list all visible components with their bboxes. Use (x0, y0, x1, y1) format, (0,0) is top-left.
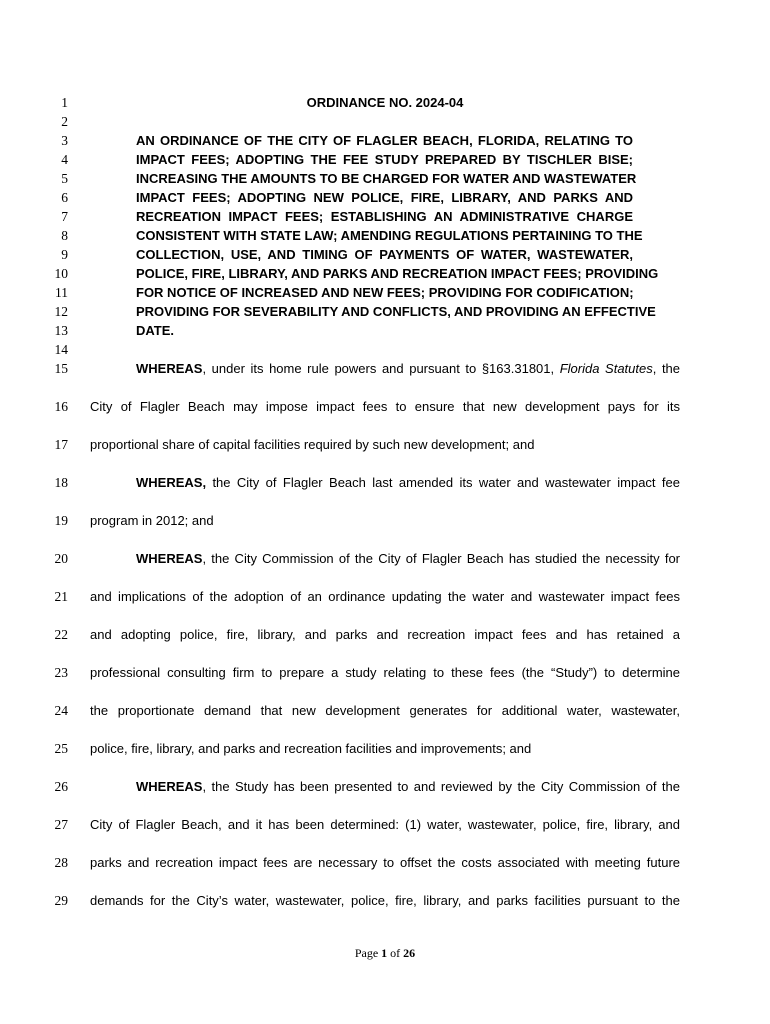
whereas-label: WHEREAS (136, 779, 203, 794)
body-line: City of Flagler Beach may impose impact fees to ensure that new development pays for its (90, 399, 680, 414)
body-line: and implications of the adoption of an ordinance updating the water and wastewater impact fees (90, 589, 680, 604)
line-number: 13 (54, 323, 68, 338)
body-line: proportional share of capital facilities required by such new development; and (90, 437, 535, 452)
heading-line: PROVIDING FOR SEVERABILITY AND CONFLICTS, AND PROVIDING AN EFFECTIVE (136, 304, 656, 319)
line-number: 19 (54, 513, 68, 528)
heading-line: DATE. (136, 323, 175, 338)
line-number: 14 (54, 342, 68, 357)
page-number: 1 (381, 946, 388, 960)
line-number: 18 (54, 475, 68, 490)
ordinance-title: ORDINANCE NO. 2024-04 (306, 95, 464, 110)
line-number: 23 (54, 665, 68, 680)
line-number: 29 (54, 893, 68, 908)
heading-line: POLICE, FIRE, LIBRARY, AND PARKS AND RECREATION IMPACT FEES; PROVIDING (136, 266, 659, 281)
line-number: 25 (54, 741, 68, 756)
body-line: professional consulting firm to prepare a study relating to these fees (the “Study”) to determine (90, 665, 680, 680)
body-line: program in 2012; and (90, 513, 214, 528)
line-number: 28 (54, 855, 68, 870)
body-line: police, fire, library, and parks and recreation facilities and improvements; and (90, 741, 532, 756)
line-number: 8 (61, 228, 68, 243)
body-line: City of Flagler Beach, and it has been determined: (1) water, wastewater, police, fire, library, and (90, 817, 680, 832)
line-number: 10 (54, 266, 68, 281)
heading-line: CONSISTENT WITH STATE LAW; AMENDING REGULATIONS PERTAINING TO THE (136, 228, 643, 243)
line-number: 4 (61, 152, 68, 167)
body-line: parks and recreation impact fees are necessary to offset the costs associated with meeting future (90, 855, 680, 870)
line-number: 21 (54, 589, 68, 604)
body-line: WHEREAS, the City of Flagler Beach last amended its water and wastewater impact fee (136, 475, 680, 490)
line-number: 12 (54, 304, 68, 319)
line-number: 22 (54, 627, 68, 642)
line-number: 17 (54, 437, 68, 452)
heading-line: AN ORDINANCE OF THE CITY OF FLAGLER BEACH, FLORIDA, RELATING TO (136, 133, 633, 148)
line-number: 15 (54, 361, 68, 376)
body-line: the proportionate demand that new development generates for additional water, wastewater, (90, 703, 680, 718)
line-number: 24 (54, 703, 68, 718)
page-total: 26 (403, 946, 416, 960)
heading-line: FOR NOTICE OF INCREASED AND NEW FEES; PROVIDING FOR CODIFICATION; (136, 285, 634, 300)
line-number: 2 (61, 114, 68, 129)
line-number: 11 (55, 285, 68, 300)
body-line: and adopting police, fire, library, and parks and recreation impact fees and has retained a (90, 627, 680, 642)
line-number: 7 (61, 209, 68, 224)
whereas-label: WHEREAS, (136, 475, 207, 490)
heading-line: IMPACT FEES; ADOPTING THE FEE STUDY PREPARED BY TISCHLER BISE; (136, 152, 633, 167)
page-footer: Page 1 of 26 (354, 946, 416, 960)
line-number: 3 (61, 133, 68, 148)
line-number: 20 (54, 551, 68, 566)
line-number: 26 (54, 779, 68, 794)
line-number: 5 (61, 171, 68, 186)
heading-line: COLLECTION, USE, AND TIMING OF PAYMENTS OF WATER, WASTEWATER, (136, 247, 633, 262)
statute-reference: Florida Statutes (559, 361, 653, 376)
heading-line: IMPACT FEES; ADOPTING NEW POLICE, FIRE, LIBRARY, AND PARKS AND (136, 190, 633, 205)
heading-line: RECREATION IMPACT FEES; ESTABLISHING AN ADMINISTRATIVE CHARGE (136, 209, 633, 224)
line-number: 16 (54, 399, 68, 414)
body-line: WHEREAS, the City Commission of the City of Flagler Beach has studied the necessity for (136, 551, 680, 566)
body-line: WHEREAS, under its home rule powers and pursuant to §163.31801, Florida Statutes, the (136, 361, 681, 376)
line-number: 6 (61, 190, 68, 205)
line-number: 27 (54, 817, 68, 832)
line-number: 9 (61, 247, 68, 262)
whereas-label: WHEREAS (136, 551, 203, 566)
heading-line: INCREASING THE AMOUNTS TO BE CHARGED FOR WATER AND WASTEWATER (136, 171, 637, 186)
whereas-label: WHEREAS (136, 361, 203, 376)
body-line: WHEREAS, the Study has been presented to and reviewed by the City Commission of the (136, 779, 680, 794)
line-number: 1 (61, 95, 68, 110)
body-line: demands for the City’s water, wastewater, police, fire, library, and parks facilities pursuant to the (90, 893, 680, 908)
